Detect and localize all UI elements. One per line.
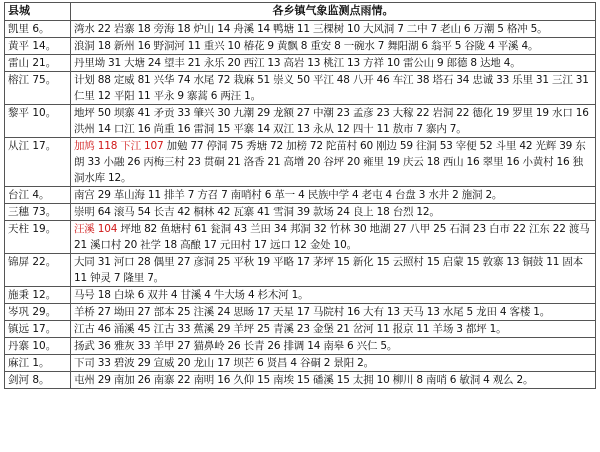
station-rain-text: 加勉 77 停洞 75 秀塘 72 加榜 72 陀苗村 60 刚边 59 往洞 53 宰便 52 斗里 42 光辉 39 东朗 33 小融 26 丙梅三村 23 贯硐 21 洛香 21 高增 20 谷坪 20 雍里 19 庆云 18 西山 16 翠里 16 小黄村 16 独洞水库 12。 (74, 140, 586, 184)
county-cell: 从江 17。 (5, 138, 71, 187)
station-rain-cell (71, 372, 596, 389)
station-rain-text: 下司 33 碧波 29 宣威 20 龙山 17 坝芒 6 贤昌 4 谷硐 2 景阳 2。 (74, 357, 374, 369)
table-row (5, 187, 596, 204)
county-cell: 天柱 19。 (5, 221, 71, 254)
county-cell: 镇远 17。 (5, 321, 71, 338)
table-row (5, 287, 596, 304)
table-row (5, 138, 596, 187)
station-rain-cell (71, 187, 596, 204)
rainfall-table (4, 2, 596, 389)
county-cell: 丹寨 10。 (5, 338, 71, 355)
heavy-rain-highlight: 加鸠 118 下江 107 (74, 140, 164, 152)
station-rain-text: 屯州 29 南加 26 南寨 22 南明 16 久仰 15 南埃 15 磻溪 15 太拥 10 柳川 8 南哨 6 敏洞 4 观么 2。 (74, 374, 534, 386)
table-row (5, 338, 596, 355)
station-rain-text: 崇明 64 滚马 54 长吉 42 桐林 42 瓦寨 41 雪洞 39 款场 24 良上 18 台烈 12。 (74, 206, 440, 218)
table-row (5, 372, 596, 389)
table-row (5, 204, 596, 221)
station-rain-text: 坪地 82 鱼塘村 61 瓮洞 43 兰田 34 邦洞 32 竹林 30 地湖 27 八甲 25 石洞 23 白市 22 江东 22 渡马 21 溪口村 20 社学 18 高酿 17 元田村 17 远口 12 金处 10。 (74, 223, 590, 251)
station-rain-cell (71, 38, 596, 55)
table-row (5, 221, 596, 254)
station-rain-text: 羊桥 27 坳田 27 部本 25 注溪 24 思旸 17 天星 17 马院村 16 大有 13 天马 13 水尾 5 龙田 4 客楼 1。 (74, 306, 551, 318)
header-county: 县城 (5, 3, 71, 21)
county-cell: 三穗 73。 (5, 204, 71, 221)
station-rain-text: 丹里坳 31 大塘 24 望丰 21 永乐 20 西江 13 高岩 13 桃江 13 方祥 10 雷公山 9 郎德 8 达地 4。 (74, 57, 521, 69)
station-rain-text: 湾水 22 岩寨 18 旁海 18 炉山 14 舟溪 14 鸭塘 11 三棵树 10 大风洞 7 二中 7 老山 6 万潮 5 格冲 5。 (74, 23, 548, 35)
county-cell: 黎平 10。 (5, 105, 71, 138)
table-row (5, 355, 596, 372)
table-header-row (5, 3, 596, 21)
county-cell: 锦屏 22。 (5, 254, 71, 287)
station-rain-text: 扬武 36 雅灰 33 羊甲 27 猫鼻岭 26 长青 26 排调 14 南皋 6 兴仁 5。 (74, 340, 398, 352)
station-rain-cell (71, 287, 596, 304)
county-cell: 台江 4。 (5, 187, 71, 204)
county-cell: 雷山 21。 (5, 55, 71, 72)
header-detail: 各乡镇气象监测点雨情。 (71, 3, 596, 21)
table-row (5, 72, 596, 105)
county-cell: 施秉 12。 (5, 287, 71, 304)
station-rain-text: 马号 18 白垛 6 双井 4 甘溪 4 牛大场 4 杉木河 1。 (74, 289, 309, 301)
county-cell: 剑河 8。 (5, 372, 71, 389)
station-rain-cell (71, 304, 596, 321)
station-rain-text: 大同 31 河口 28 偶里 27 彦洞 25 平秋 19 平略 17 茅坪 15 新化 15 云照村 15 启蒙 15 敦寨 13 铜鼓 11 固本 11 钟灵 7 隆里 7。 (74, 256, 583, 284)
station-rain-text: 江古 46 涌溪 45 江古 33 蕉溪 29 羊坪 25 青溪 23 金堡 21 岔河 11 报京 11 羊场 3 都坪 1。 (74, 323, 507, 335)
table-row (5, 321, 596, 338)
county-cell: 麻江 1。 (5, 355, 71, 372)
station-rain-cell (71, 72, 596, 105)
station-rain-cell (71, 254, 596, 287)
station-rain-cell (71, 221, 596, 254)
station-rain-cell (71, 204, 596, 221)
county-cell: 黄平 14。 (5, 38, 71, 55)
station-rain-cell (71, 21, 596, 38)
station-rain-text: 计划 88 定威 81 兴华 74 水尾 72 栽麻 51 崇义 50 平江 48 八开 46 车江 38 塔石 34 忠诚 33 乐里 31 三江 31 仁里 12 平阳 11 平永 9 寨蒿 6 两汪 1。 (74, 74, 589, 102)
table-row (5, 21, 596, 38)
table-row (5, 254, 596, 287)
county-cell: 岑巩 29。 (5, 304, 71, 321)
table-row (5, 38, 596, 55)
table-row (5, 55, 596, 72)
station-rain-text: 地坪 50 坝寨 41 矛贡 33 肇兴 30 九潮 29 龙额 27 中潮 23 孟彦 23 大稼 22 岩洞 22 德化 19 罗里 19 水口 16 洪州 14 口江 16 尚重 16 雷洞 15 平寨 14 双江 13 永从 12 四十 11 敖市 7 寨内 7。 (74, 107, 589, 135)
station-rain-cell (71, 55, 596, 72)
station-rain-text: 浪洞 18 新州 16 野洞河 11 重兴 10 椿花 9 黄飘 8 重安 8 一碗水 7 舞阳湖 6 翁平 5 谷陇 4 平溪 4。 (74, 40, 539, 52)
station-rain-cell (71, 138, 596, 187)
heavy-rain-highlight: 汪溪 104 (74, 223, 118, 235)
county-cell: 榕江 75。 (5, 72, 71, 105)
table-body (5, 21, 596, 389)
station-rain-cell (71, 338, 596, 355)
station-rain-text: 南宫 29 革山海 11 排羊 7 方召 7 南哨村 6 革一 4 民族中学 4 老屯 4 台盘 3 水井 2 施洞 2。 (74, 189, 503, 201)
station-rain-cell (71, 355, 596, 372)
station-rain-cell (71, 105, 596, 138)
county-cell: 凯里 6。 (5, 21, 71, 38)
table-row (5, 304, 596, 321)
table-row (5, 105, 596, 138)
station-rain-cell (71, 321, 596, 338)
